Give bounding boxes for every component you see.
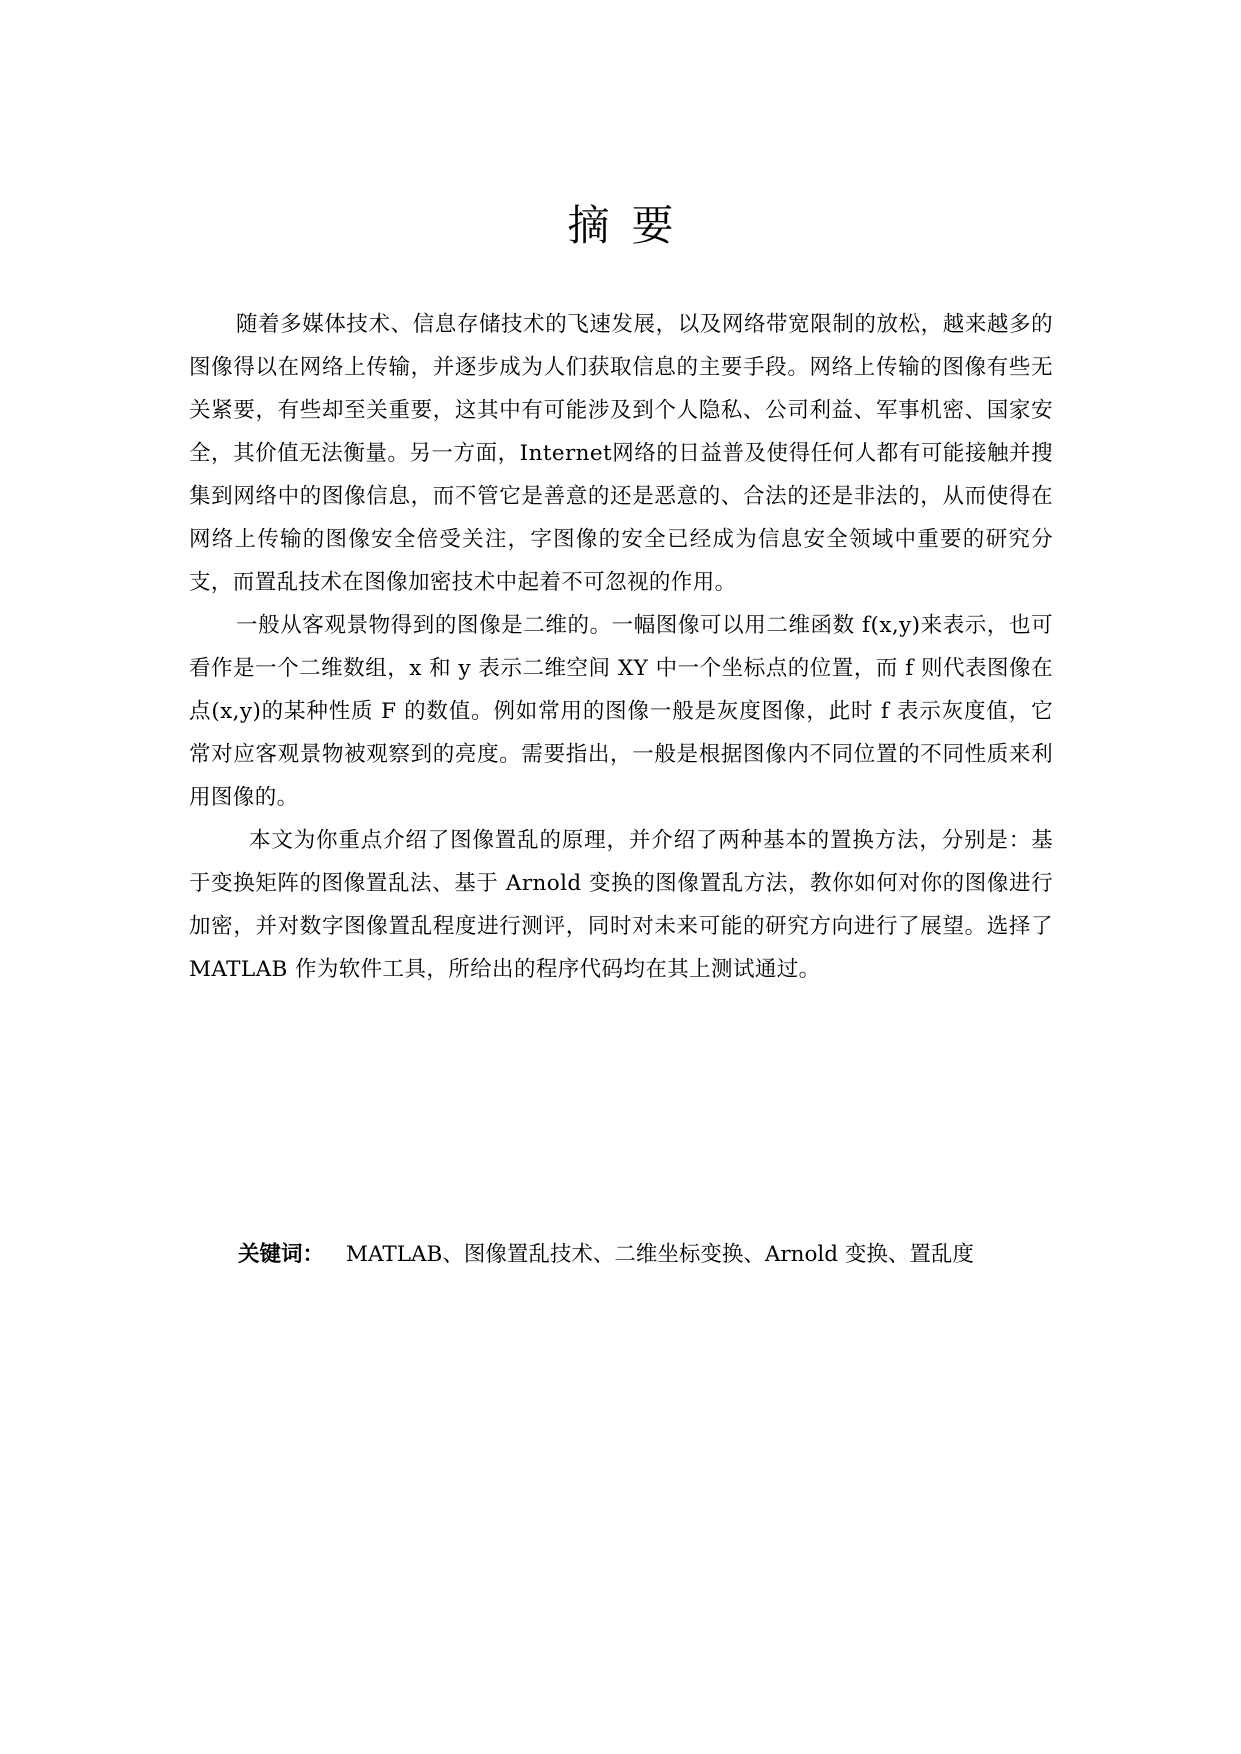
- keywords-text: MATLAB、图像置乱技术、二维坐标变换、Arnold 变换、置乱度: [346, 1242, 974, 1267]
- keywords-label: 关键词：: [238, 1242, 325, 1267]
- abstract-paragraph-1: 随着多媒体技术、信息存储技术的飞速发展，以及网络带宽限制的放松，越来越多的图像得以在网络上传输，并逐步成为人们获取信息的主要手段。网络上传输的图像有些无关紧要，有些却至关重要，这其中有可能涉及到个人隐私、公司利益、军事机密、国家安全，其价值无法衡量。另一方面，Internet网络的日益普及使得任何人都有可能接触并搜集到网络中的图像信息，而不管它是善意的还是恶意的、合法的还是非法的，从而使得在网络上传输的图像安全倍受关注，字图像的安全已经成为信息安全领域中重要的研究分支，而置乱技术在图像加密技术中起着不可忽视的作用。: [189, 312, 1053, 595]
- keywords-line: [238, 1233, 1058, 1276]
- page-title: 摘要: [567, 201, 696, 250]
- abstract-paragraph-2: 一般从客观景物得到的图像是二维的。一幅图像可以用二维函数 f(x,y)来表示，也可看作是一个二维数组，x 和 y 表示二维空间 XY 中一个坐标点的位置，而 f 则代表图像在点(x,y)的某种性质 F 的数值。例如常用的图像一般是灰度图像，此时 f 表示灰度值，它常对应客观景物被观察到的亮度。需要指出，一般是根据图像内不同位置的不同性质来利用图像的。: [189, 613, 1053, 810]
- abstract-body: [189, 303, 1053, 991]
- abstract-paragraph-3: 本文为你重点介绍了图像置乱的原理，并介绍了两种基本的置换方法，分别是：基于变换矩阵的图像置乱法、基于 Arnold 变换的图像置乱方法，教你如何对你的图像进行加密，并对数字图像置乱程度进行测评，同时对未来可能的研究方向进行了展望。选择了 MATLAB 作为软件工具，所给出的程序代码均在其上测试通过。: [189, 828, 1053, 982]
